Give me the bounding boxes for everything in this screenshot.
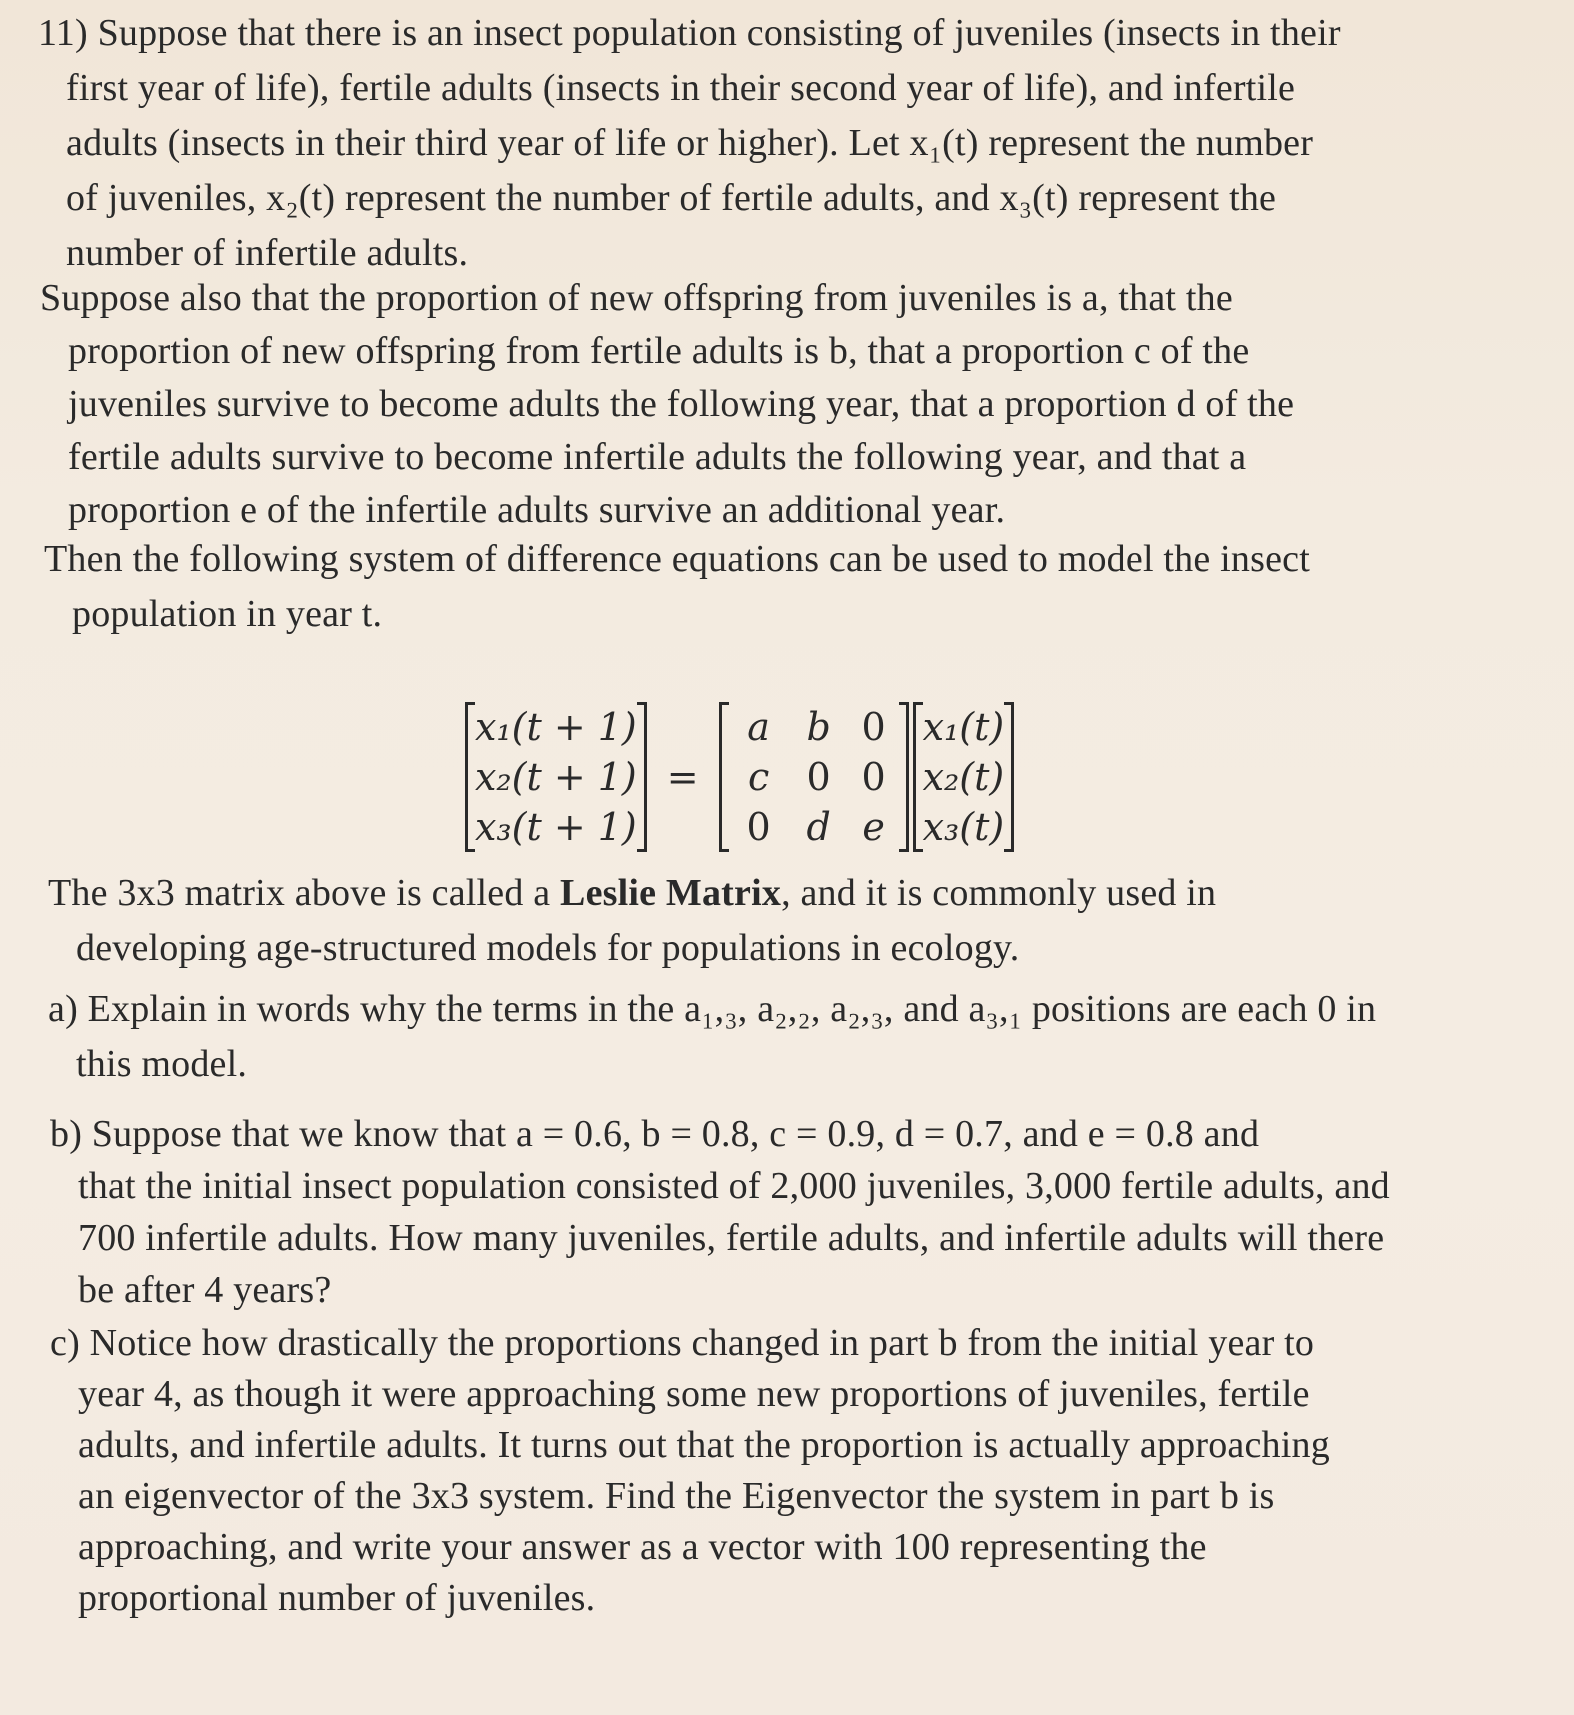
rhs-entry: x₂(t) (922, 755, 1005, 799)
part-b (50, 1108, 1390, 1316)
matrix-right-bracket (899, 702, 909, 852)
rhs-entry: x₃(t) (922, 805, 1005, 849)
part-c-line-2: year 4, as though it were approaching some new proportions of juveniles, fertile (78, 1373, 1310, 1415)
matrix-left-bracket (719, 702, 729, 852)
rhs-vector (923, 702, 1005, 852)
leslie-line-2: developing age-structured models for populations in ecology. (76, 927, 1020, 969)
matrix-entry: b (806, 705, 831, 749)
intro-line-4: of juveniles, x₂(t) represent the number of fertile adults, and x₃(t) represent the (66, 177, 1277, 219)
assumption-line-2: proportion of new offspring from fertile adults is b, that a proportion c of the (68, 330, 1250, 372)
intro-paragraph (38, 6, 1341, 281)
lhs-left-bracket (465, 702, 475, 852)
matrix-entry: e (862, 805, 885, 849)
part-b-line-4: be after 4 years? (78, 1269, 332, 1311)
assumption-line-5: proportion e of the infertile adults survive an additional year. (68, 489, 1006, 531)
intro-line-3: adults (insects in their third year of life or higher). Let x₁(t) represent the number (66, 122, 1314, 164)
intro-line-1: 11) Suppose that there is an insect population consisting of juveniles (insects in their (38, 12, 1341, 54)
assumption-line-3: juveniles survive to become adults the following year, that a proportion d of the (68, 383, 1295, 425)
matrix-entry: 0 (806, 755, 831, 799)
rhs-left-bracket (913, 702, 923, 852)
matrix-entry: a (747, 705, 770, 749)
part-b-line-2: that the initial insect population consisted of 2,000 juveniles, 3,000 fertile adults, and (78, 1165, 1390, 1207)
leslie-term: Leslie Matrix (560, 872, 782, 914)
matrix-entry: d (806, 805, 831, 849)
part-c-line-6: proportional number of juveniles. (78, 1577, 596, 1619)
system-line-2: population in year t. (72, 593, 383, 635)
part-a (48, 982, 1376, 1092)
intro-line-5: number of infertile adults. (66, 232, 469, 274)
leslie-line-1: The 3x3 matrix above is called a Leslie Matrix, and it is commonly used in (48, 872, 1217, 914)
leslie-matrix (729, 702, 899, 852)
problem-number: 11) (38, 12, 88, 54)
lhs-entry: x₁(t + 1) (475, 705, 637, 749)
rhs-entry: x₁(t) (922, 705, 1005, 749)
matrix-entry: c (747, 755, 770, 799)
lhs-entry: x₃(t + 1) (475, 805, 637, 849)
part-c-line-4: an eigenvector of the 3x3 system. Find the Eigenvector the system in part b is (78, 1475, 1275, 1517)
lhs-entry: x₂(t + 1) (475, 755, 637, 799)
equals-sign: = (666, 755, 699, 799)
system-paragraph (44, 532, 1310, 642)
intro-line-2: first year of life), fertile adults (insects in their second year of life), and infertile (66, 67, 1296, 109)
part-a-line-1: a) Explain in words why the terms in the a₁,₃, a₂,₂, a₂,₃, and a₃,₁ positions are each 0 in (48, 988, 1377, 1030)
leslie-equation (465, 702, 1014, 852)
part-c-line-3: adults, and infertile adults. It turns out that the proportion is actually approaching (78, 1424, 1330, 1466)
matrix-entry: 0 (861, 755, 886, 799)
rhs-right-bracket (1004, 702, 1014, 852)
assumption-line-4: fertile adults survive to become infertile adults the following year, and that a (68, 436, 1247, 478)
part-c-line-1: c) Notice how drastically the proportions changed in part b from the initial year to (50, 1322, 1315, 1364)
assumption-line-1: Suppose also that the proportion of new offspring from juveniles is a, that the (40, 277, 1233, 319)
leslie-paragraph (48, 866, 1216, 976)
assumption-paragraph (40, 272, 1294, 537)
part-b-line-1: b) Suppose that we know that a = 0.6, b = 0.8, c = 0.9, d = 0.7, and e = 0.8 and (50, 1113, 1260, 1155)
lhs-right-bracket (637, 702, 647, 852)
matrix-entry: 0 (746, 805, 771, 849)
part-c-line-5: approaching, and write your answer as a vector with 100 representing the (78, 1526, 1207, 1568)
lhs-vector (475, 702, 637, 852)
part-c (50, 1318, 1330, 1624)
system-line-1: Then the following system of difference equations can be used to model the insect (44, 538, 1310, 580)
part-a-line-2: this model. (76, 1043, 248, 1085)
part-b-line-3: 700 infertile adults. How many juveniles, fertile adults, and infertile adults will there (78, 1217, 1385, 1259)
matrix-entry: 0 (861, 705, 886, 749)
